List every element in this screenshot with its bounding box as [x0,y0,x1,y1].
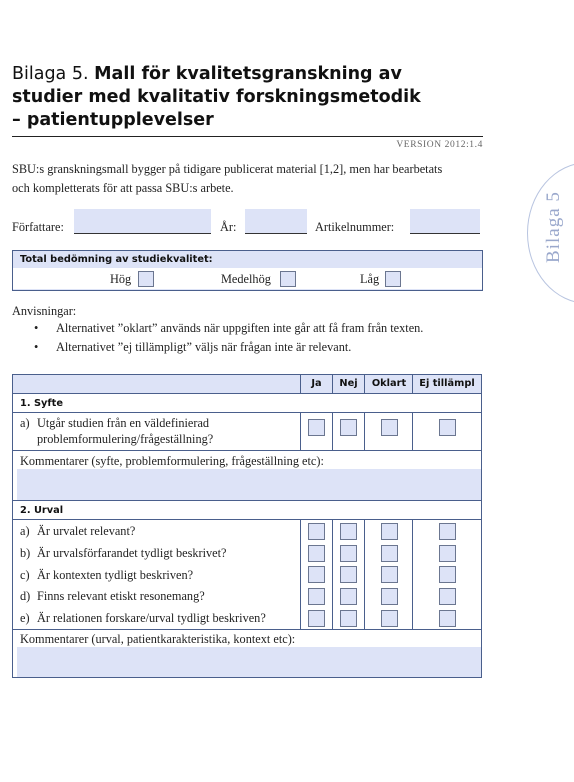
title-rule [12,136,483,137]
question-label: e) [20,611,30,625]
answer-unclear-checkbox[interactable] [381,610,398,627]
answer-unclear-checkbox[interactable] [381,523,398,540]
author-field[interactable] [74,209,211,234]
bullet-dot: • [34,321,39,335]
side-tab-label: Bilaga 5 [543,191,564,263]
article-number-field[interactable] [410,209,480,234]
quality-summary-title: Total bedömning av studiekvalitet: [20,254,213,265]
answer-no-checkbox[interactable] [340,545,357,562]
comment-field-purpose[interactable] [17,469,481,500]
page-title [12,63,482,132]
question-label: d) [20,589,31,603]
answer-not-applicable-checkbox[interactable] [439,588,456,605]
question-text: Utgår studien från en väldefinierad [37,416,210,430]
column-divider [332,412,333,450]
answer-no-checkbox[interactable] [340,419,357,436]
answer-not-applicable-checkbox[interactable] [439,523,456,540]
instruction-text: Alternativet ”ej tillämpligt” väljs när frågan inte är relevant. [56,340,352,354]
intro-text [12,160,482,198]
answer-unclear-checkbox[interactable] [381,566,398,583]
question-label: a) [20,416,30,430]
instructions-heading: Anvisningar: [12,304,77,318]
year-label: År: [220,220,237,234]
row-divider [12,393,482,394]
question-text: Är kontexten tydligt beskriven? [37,568,194,582]
comment-label-sample: Kommentarer (urval, patientkarakteristika, kontext etc): [20,632,296,646]
row-divider [12,500,482,501]
answer-yes-checkbox[interactable] [308,610,325,627]
answer-no-checkbox[interactable] [340,610,357,627]
column-header-no: Nej [339,378,358,389]
intro-line1: SBU:s granskningsmall bygger på tidigare publicerat material [1,2], men har bearbetats [12,162,443,176]
section-title-purpose: 1. Syfte [20,398,63,409]
column-header-unclear: Oklart [371,378,407,389]
answer-unclear-checkbox[interactable] [381,545,398,562]
column-divider [300,412,301,450]
column-divider [364,519,365,629]
section-title-sample: 2. Urval [20,505,64,516]
column-divider [364,374,365,393]
column-divider [364,412,365,450]
answer-unclear-checkbox[interactable] [381,588,398,605]
answer-no-checkbox[interactable] [340,588,357,605]
question-label: b) [20,546,31,560]
question-text: Är urvalet relevant? [37,524,136,538]
answer-yes-checkbox[interactable] [308,523,325,540]
column-divider [412,412,413,450]
row-divider [12,450,482,451]
bullet-dot: • [34,340,39,354]
answer-no-checkbox[interactable] [340,566,357,583]
answer-not-applicable-checkbox[interactable] [439,610,456,627]
column-divider [332,519,333,629]
column-divider [300,519,301,629]
answer-no-checkbox[interactable] [340,523,357,540]
column-divider [412,519,413,629]
question-label: a) [20,524,30,538]
option-high-checkbox[interactable] [138,271,154,287]
question-text: Är urvalsförfarandet tydligt beskrivet? [37,546,227,560]
title-line2: studier med kvalitativ forskningsmetodik [12,87,421,107]
answer-not-applicable-checkbox[interactable] [439,566,456,583]
option-medium-label: Medelhög [221,272,271,286]
question-text-continued: problemformulering/frågeställning? [37,432,214,446]
option-low-checkbox[interactable] [385,271,401,287]
option-medium-checkbox[interactable] [280,271,296,287]
row-divider [12,629,482,630]
answer-yes-checkbox[interactable] [308,588,325,605]
comment-field-sample[interactable] [17,647,481,677]
column-header-not-applicable: Ej tillämpl [419,378,475,389]
answer-yes-checkbox[interactable] [308,566,325,583]
question-text: Är relationen forskare/urval tydligt beskriven? [37,611,266,625]
title-prefix: Bilaga 5. [12,64,89,84]
answer-not-applicable-checkbox[interactable] [439,419,456,436]
answer-unclear-checkbox[interactable] [381,419,398,436]
option-low-label: Låg [360,272,380,286]
column-divider [332,374,333,393]
instruction-text: Alternativet ”oklart” används när uppgiften inte går att få fram från texten. [56,321,424,335]
author-label: Författare: [12,220,64,234]
column-header-yes: Ja [311,378,322,389]
answer-not-applicable-checkbox[interactable] [439,545,456,562]
year-field[interactable] [245,209,307,234]
title-line3: – patientupplevelser [12,110,214,130]
column-divider [300,374,301,393]
column-divider [412,374,413,393]
answer-yes-checkbox[interactable] [308,545,325,562]
comment-label-purpose: Kommentarer (syfte, problemformulering, frågeställning etc): [20,454,324,468]
question-text: Finns relevant etiskt resonemang? [37,589,205,603]
instruction-item [34,340,464,356]
intro-line2: och kompletterats för att passa SBU:s arbete. [12,181,234,195]
answer-yes-checkbox[interactable] [308,419,325,436]
article-number-label: Artikelnummer: [315,220,395,234]
instruction-item [34,321,464,337]
version-label: VERSION 2012:1.4 [396,140,483,150]
question-label: c) [20,568,30,582]
title-line1: Mall för kvalitetsgranskning av [94,64,402,84]
option-high-label: Hög [110,272,132,286]
